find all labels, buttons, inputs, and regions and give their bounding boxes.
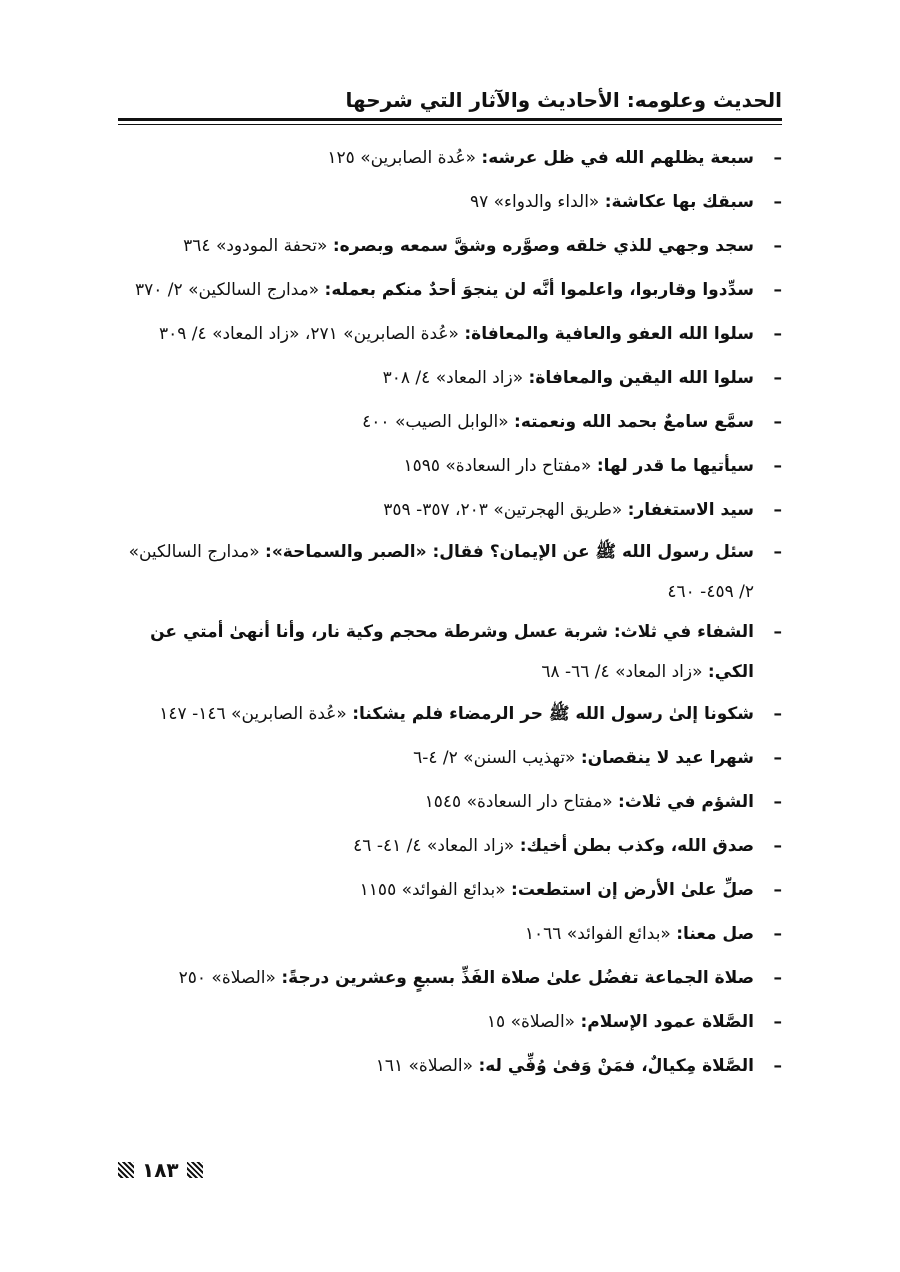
list-item [110,912,782,956]
entry-title: سبقك بها عكاشة: [604,192,754,212]
entry-reference: «الداء والدواء» ٩٧ [469,192,600,212]
list-item [110,692,782,736]
entry-reference: «تهذيب السنن» ٢/ ٤-٦ [413,748,576,768]
entry-title: شهرا عيد لا ينقصان: [580,748,754,768]
bullet-dash: – [773,412,782,432]
entry-reference: «بدائع الفوائد» ١١٥٥ [359,880,506,900]
entry-title: سبعة يظلهم الله في ظل عرشه: [481,148,754,168]
bullet-dash: – [773,542,782,562]
entry-reference: «عُدة الصابرين» ٢٧١، «زاد المعاد» ٤/ ٣٠٩ [158,324,459,344]
header-rule [118,118,782,121]
list-item [110,532,782,612]
entry-reference: «تحفة المودود» ٣٦٤ [183,236,328,256]
list-item [110,780,782,824]
list-item [110,1000,782,1044]
entry-title: سلوا الله العفو والعافية والمعافاة: [464,324,754,344]
entry-title: سئل رسول الله ﷺ عن الإيمان؟ فقال: «الصبر والسماحة»: [265,542,754,562]
bullet-dash: – [773,748,782,768]
bullet-dash: – [773,324,782,344]
bullet-dash: – [773,192,782,212]
bullet-dash: – [773,704,782,724]
entry-reference: «مدارج السالكين» ٢/ ٣٧٠ [135,280,320,300]
entry-reference: «عُدة الصابرين» ١٢٥ [327,148,476,168]
bullet-dash: – [773,792,782,812]
page-number: ١٨٣ [142,1158,179,1182]
entry-title: صل معنا: [676,924,754,944]
entry-reference: «زاد المعاد» ٤/ ٤١- ٤٦ [353,836,515,856]
ornament-icon [118,1162,134,1178]
list-item [110,868,782,912]
list-item [110,268,782,312]
entry-title: سيأتيها ما قدر لها: [596,456,754,476]
list-item [110,356,782,400]
entry-title: الشفاء في ثلاث: شربة عسل وشرطة محجم وكية نار، وأنا أنهىٰ أمتي عن الكي: [150,622,754,682]
entry-title: شكونا إلىٰ رسول الله ﷺ حر الرمضاء فلم يشكنا: [352,704,754,724]
bullet-dash: – [773,148,782,168]
entry-reference: «طريق الهجرتين» ٢٠٣، ٣٥٧- ٣٥٩ [383,500,623,520]
page-footer [118,1158,203,1182]
entry-title: سيد الاستغفار: [627,500,754,520]
entry-reference: «الصلاة» ١٦١ [375,1056,474,1076]
bullet-dash: – [773,1056,782,1076]
hadith-index-list [110,136,782,1088]
bullet-dash: – [773,236,782,256]
bullet-dash: – [773,836,782,856]
entry-reference: «بدائع الفوائد» ١٠٦٦ [524,924,671,944]
list-item [110,180,782,224]
header-rule-thin [118,124,782,125]
entry-title: صلاة الجماعة تفضُل علىٰ صلاة الفَذِّ بسبعٍ وعشرين درجةً: [281,968,754,988]
entry-reference: «الصلاة» ١٥ [486,1012,576,1032]
entry-reference: «الوابل الصيب» ٤٠٠ [362,412,509,432]
list-item [110,824,782,868]
bullet-dash: – [773,924,782,944]
entry-title: الصَّلاة مِكيالٌ، فمَنْ وَفىٰ وُفِّي له: [478,1056,754,1076]
entry-reference: «عُدة الصابرين» ١٤٦- ١٤٧ [159,704,347,724]
list-item [110,736,782,780]
bullet-dash: – [773,1012,782,1032]
entry-title: سلوا الله اليقين والمعافاة: [528,368,754,388]
entry-title: سدِّدوا وقاربوا، واعلموا أنَّه لن ينجوَ أحدٌ منكم بعمله: [324,280,754,300]
bullet-dash: – [773,456,782,476]
bullet-dash: – [773,968,782,988]
list-item [110,444,782,488]
entry-title: الشؤم في ثلاث: [618,792,754,812]
bullet-dash: – [773,500,782,520]
list-item [110,312,782,356]
entry-title: سجد وجهي للذي خلقه وصوَّره وشقَّ سمعه وبصره: [332,236,754,256]
list-item [110,224,782,268]
bullet-dash: – [773,622,782,642]
list-item [110,136,782,180]
list-item [110,1044,782,1088]
bullet-dash: – [773,880,782,900]
ornament-icon [187,1162,203,1178]
list-item [110,488,782,532]
running-head: الحديث وعلومه: الأحاديث والآثار التي شرحها [345,88,782,112]
entry-reference: «زاد المعاد» ٤/ ٣٠٨ [382,368,524,388]
bullet-dash: – [773,280,782,300]
list-item [110,956,782,1000]
bullet-dash: – [773,368,782,388]
entry-reference: «الصلاة» ٢٥٠ [178,968,276,988]
entry-title: الصَّلاة عمود الإسلام: [580,1012,754,1032]
list-item [110,612,782,692]
entry-reference: «مدارج السالكين» ٢/ ٤٥٩- ٤٦٠ [128,542,754,602]
entry-reference: «زاد المعاد» ٤/ ٦٦- ٦٨ [541,662,703,682]
list-item [110,400,782,444]
entry-title: صدق الله، وكذب بطن أخيك: [519,836,754,856]
page-header [118,74,782,120]
entry-reference: «مفتاح دار السعادة» ١٥٩٥ [403,456,592,476]
entry-title: سمَّع سامعٌ بحمد الله ونعمته: [514,412,754,432]
entry-reference: «مفتاح دار السعادة» ١٥٤٥ [424,792,613,812]
entry-title: صلِّ علىٰ الأرض إن استطعت: [511,880,754,900]
